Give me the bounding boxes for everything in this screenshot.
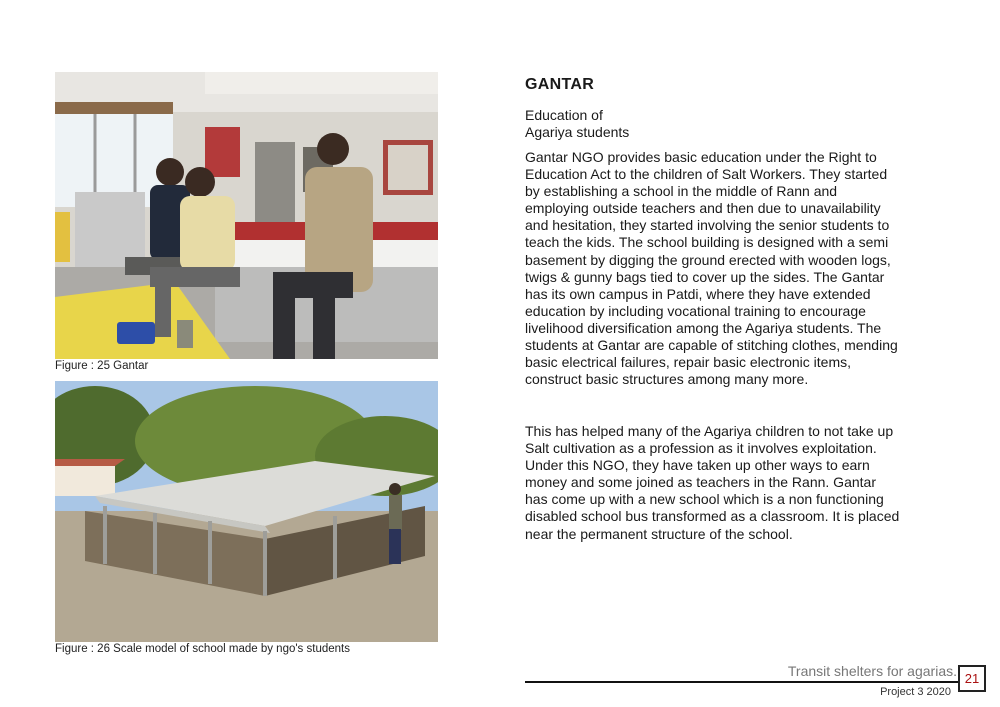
figure-26-photo [55, 381, 438, 642]
article-paragraph-2: This has helped many of the Agariya children to not take up Salt cultivation as a profession as it involves exploitation. Under this NGO, they have taken up other ways to earn money and some joined as teachers in the Rann. Gantar has come up with a new school which is a non functioning disabled school bus transformed as a classroom. It is placed near the permanent structure of the school. [525, 423, 900, 542]
article-paragraph-1: Gantar NGO provides basic education under the Right to Education Act to the children of Salt Workers. They started by establishing a school in the middle of Rann and employing outside teachers and then due to unavailability and hesitation, they started involving the senior students to teach the kids. The school building is designed with a semi basement by digging the ground erected with wooden logs, twigs & gunny bags tied to cover up the sides. The Gantar has its own campus in Patdi, where they have extended education by including vocational training to encourage livelihood diversification among the Agariya students. The students at Gantar are capable of stitching clothes, mending basic electrical failures, repair basic electronic items, construct basic structures among many more. [525, 149, 898, 388]
subheading-text: Education of Agariya students [525, 107, 630, 140]
figure-26-caption: Figure : 26 Scale model of school made by ngo's students [55, 643, 350, 655]
footer-rule [525, 681, 959, 683]
figure-25-caption: Figure : 25 Gantar [55, 360, 149, 372]
figure-25-photo [55, 72, 438, 359]
footer-project: Project 3 2020 [880, 686, 951, 698]
article-subheading [525, 107, 725, 141]
article-heading: GANTAR [525, 76, 595, 93]
footer-title: Transit shelters for agarias. [787, 663, 957, 679]
page-number: 21 [958, 665, 986, 692]
